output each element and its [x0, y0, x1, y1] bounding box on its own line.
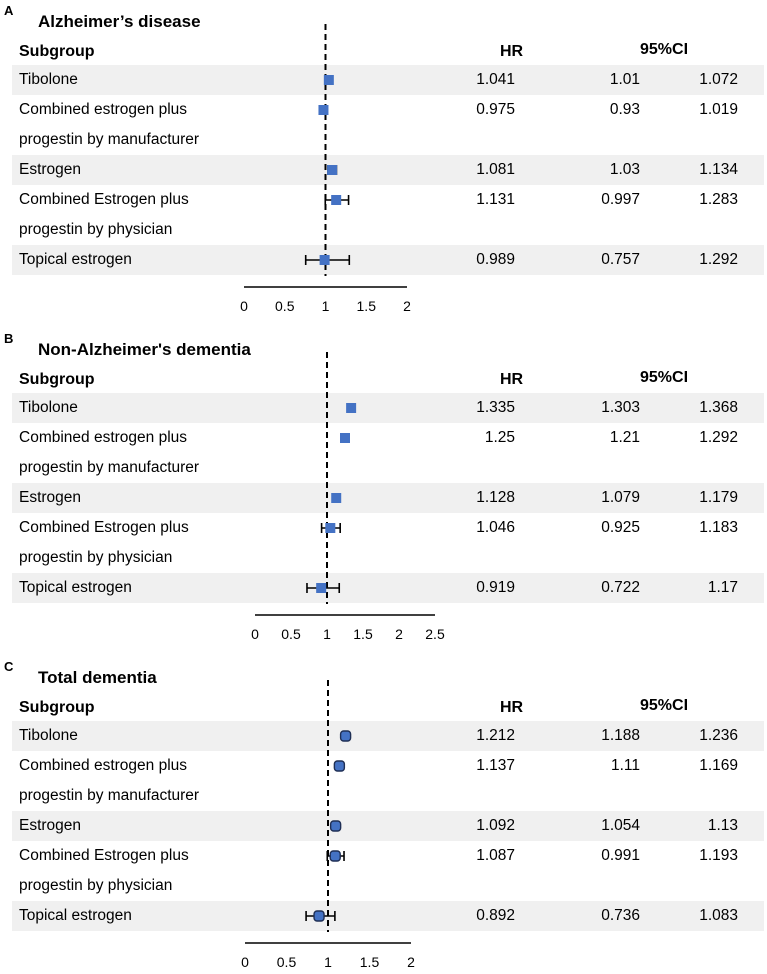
header-hr: HR — [500, 43, 524, 60]
row-label: Tibolone — [19, 71, 78, 88]
header-95ci: 95%CI — [640, 41, 689, 58]
row-label-cont: progestin by physician — [19, 221, 173, 238]
ci-upper-value: 1.17 — [707, 579, 738, 596]
x-tick-label: 1 — [323, 626, 331, 642]
row-label-cont: progestin by manufacturer — [19, 131, 200, 148]
ci-lower-value: 1.03 — [609, 161, 640, 178]
ci-lower-value: 1.188 — [601, 727, 640, 744]
row-label: Combined estrogen plus — [19, 757, 188, 774]
ci-upper-value: 1.292 — [699, 251, 738, 268]
ci-upper-value: 1.183 — [699, 519, 738, 536]
ci-upper-value: 1.292 — [699, 429, 738, 446]
panel-title: Alzheimer’s disease — [38, 12, 201, 31]
x-tick-label: 1 — [324, 954, 332, 970]
ci-lower-value: 1.21 — [609, 429, 640, 446]
hr-value: 0.975 — [476, 101, 515, 118]
ci-lower-value: 0.991 — [601, 847, 640, 864]
hr-marker — [334, 761, 344, 771]
row-label-cont: progestin by physician — [19, 549, 173, 566]
ci-upper-value: 1.179 — [699, 489, 738, 506]
row-label-cont: progestin by manufacturer — [19, 787, 200, 804]
hr-value: 1.041 — [476, 71, 515, 88]
ci-lower-value: 0.736 — [601, 907, 640, 924]
hr-value: 1.335 — [476, 399, 515, 416]
hr-value: 0.989 — [476, 251, 515, 268]
x-tick-label: 2 — [395, 626, 403, 642]
hr-marker — [340, 433, 350, 443]
row-label: Topical estrogen — [19, 579, 132, 596]
hr-marker — [330, 851, 340, 861]
hr-value: 1.128 — [476, 489, 515, 506]
panel-title: Total dementia — [38, 668, 157, 687]
hr-value: 1.081 — [476, 161, 515, 178]
row-label: Estrogen — [19, 817, 82, 834]
ci-upper-value: 1.019 — [699, 101, 738, 118]
hr-value: 0.919 — [476, 579, 515, 596]
hr-value: 1.046 — [476, 519, 515, 536]
hr-value: 1.137 — [476, 757, 515, 774]
row-label: Combined estrogen plus — [19, 101, 188, 118]
ci-upper-value: 1.072 — [699, 71, 738, 88]
x-tick-label: 2 — [403, 298, 411, 314]
x-tick-label: 0 — [251, 626, 259, 642]
hr-marker — [331, 195, 341, 205]
ci-lower-value: 1.303 — [601, 399, 640, 416]
row-label: Topical estrogen — [19, 907, 132, 924]
hr-value: 0.892 — [476, 907, 515, 924]
row-label: Estrogen — [19, 161, 82, 178]
hr-marker — [325, 523, 335, 533]
hr-marker — [346, 403, 356, 413]
x-tick-label: 0 — [240, 298, 248, 314]
row-label: Tibolone — [19, 399, 78, 416]
header-95ci: 95%CI — [640, 697, 689, 714]
row-label: Topical estrogen — [19, 251, 132, 268]
ci-lower-value: 1.11 — [610, 757, 640, 774]
x-tick-label: 1.5 — [356, 298, 376, 314]
ci-lower-value: 1.079 — [601, 489, 640, 506]
hr-marker — [327, 165, 337, 175]
ci-lower-value: 1.054 — [601, 817, 640, 834]
header-hr: HR — [500, 371, 524, 388]
forest-plot — [0, 0, 767, 318]
header-subgroup: Subgroup — [19, 371, 95, 388]
x-tick-label: 0 — [241, 954, 249, 970]
ci-upper-value: 1.083 — [699, 907, 738, 924]
hr-value: 1.131 — [476, 191, 515, 208]
x-tick-label: 1.5 — [359, 954, 380, 970]
ci-upper-value: 1.193 — [699, 847, 738, 864]
x-tick-label: 2.5 — [425, 626, 445, 642]
hr-marker — [331, 493, 341, 503]
row-label-cont: progestin by manufacturer — [19, 459, 200, 476]
hr-marker — [318, 105, 328, 115]
panel-letter: B — [4, 331, 14, 346]
hr-marker — [314, 911, 324, 921]
row-label: Combined Estrogen plus — [19, 519, 189, 536]
header-subgroup: Subgroup — [19, 43, 95, 60]
ci-upper-value: 1.134 — [699, 161, 738, 178]
forest-panel-b — [0, 328, 767, 646]
ci-upper-value: 1.13 — [707, 817, 738, 834]
hr-marker — [331, 821, 341, 831]
forest-panel-a — [0, 0, 767, 318]
ci-upper-value: 1.368 — [699, 399, 738, 416]
forest-plot — [0, 656, 767, 974]
row-label-cont: progestin by physician — [19, 877, 173, 894]
ci-lower-value: 0.722 — [601, 579, 640, 596]
row-label: Tibolone — [19, 727, 78, 744]
hr-marker — [341, 731, 351, 741]
ci-upper-value: 1.236 — [699, 727, 738, 744]
x-tick-label: 0.5 — [275, 298, 295, 314]
header-subgroup: Subgroup — [19, 699, 95, 716]
row-label: Combined Estrogen plus — [19, 191, 189, 208]
x-tick-label: 1 — [321, 298, 330, 314]
x-tick-label: 0.5 — [281, 626, 301, 642]
ci-lower-value: 0.93 — [609, 101, 640, 118]
panel-letter: C — [4, 659, 14, 674]
ci-upper-value: 1.169 — [699, 757, 738, 774]
row-label: Estrogen — [19, 489, 82, 506]
hr-value: 1.087 — [476, 847, 515, 864]
header-95ci: 95%CI — [640, 369, 689, 386]
x-tick-label: 2 — [407, 954, 415, 970]
ci-upper-value: 1.283 — [699, 191, 738, 208]
ci-lower-value: 0.997 — [601, 191, 640, 208]
panel-title: Non-Alzheimer's dementia — [38, 340, 251, 359]
row-label: Combined Estrogen plus — [19, 847, 189, 864]
x-tick-label: 1.5 — [353, 626, 373, 642]
header-hr: HR — [500, 699, 524, 716]
forest-plot — [0, 328, 767, 646]
panel-letter: A — [4, 3, 14, 18]
x-tick-label: 0.5 — [276, 954, 297, 970]
ci-lower-value: 0.757 — [601, 251, 640, 268]
hr-value: 1.092 — [476, 817, 515, 834]
hr-value: 1.25 — [484, 429, 515, 446]
forest-panel-c — [0, 656, 767, 974]
hr-marker — [320, 255, 330, 265]
hr-marker — [324, 75, 334, 85]
ci-lower-value: 1.01 — [609, 71, 640, 88]
row-label: Combined estrogen plus — [19, 429, 188, 446]
ci-lower-value: 0.925 — [601, 519, 640, 536]
hr-value: 1.212 — [476, 727, 515, 744]
hr-marker — [316, 583, 326, 593]
